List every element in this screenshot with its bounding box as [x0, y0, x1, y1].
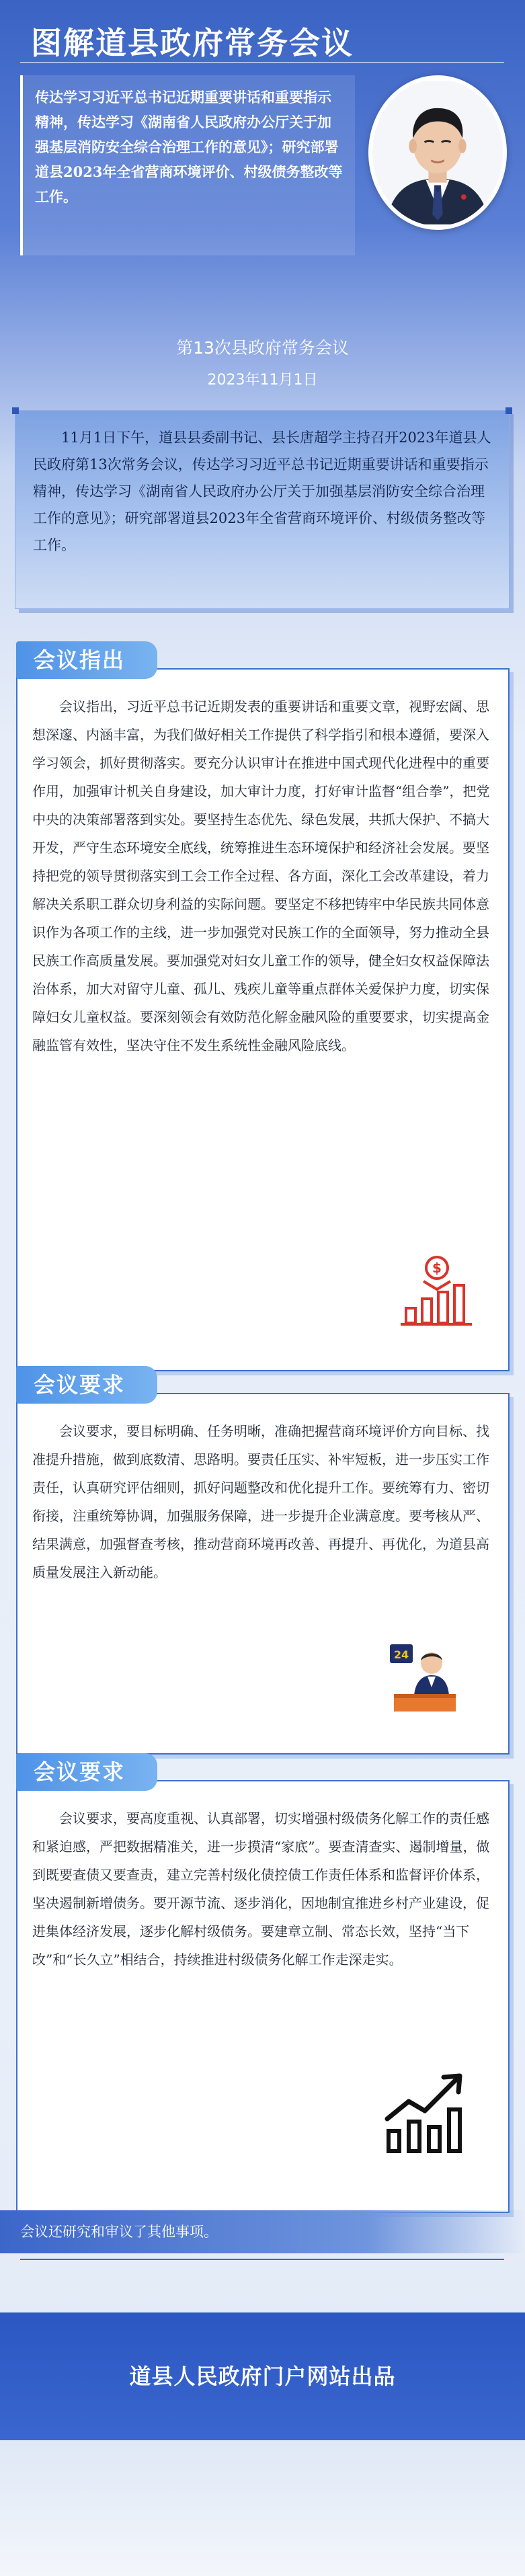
section-text: 会议要求，要目标明确、任务明晰，准确把握营商环境评价方向目标、找准提升措施，做到底数清、思路明。要责任压实、补牢短板，进一步压实工作责任，认真研究评估细则，抓好问题整改和优化提升工作。要统筹有力、密切衔接，注重统筹协调，加强服务保障，进一步提升企业满意度。要考核从严、结果满意，加强督查考核，推动营商环境再改善、再提升、再优化，为道县高质量发展注入新动能。: [32, 1423, 489, 1580]
title-divider: [20, 62, 504, 63]
section-text: 会议要求，要高度重视、认真部署，切实增强村级债务化解工作的责任感和紧迫感，严把数据精准关，进一步摸清“家底”。要查清查实、遏制增量，做到既要查债又要查责，建立完善村级化债控债工作责任体系和监督评价体系，坚决遏制新增债务。要开源节流、逐步消化，因地制宜推进乡村产业建设，促进集体经济发展，逐步化解村级债务。要建章立制、常态长效，坚持“当下改”和“长久立”相结合，持续推进村级债务化解工作走深走实。: [32, 1810, 490, 1968]
intro-box: [15, 410, 510, 609]
section-tag: 会议指出: [16, 641, 157, 679]
corner-marker: [506, 407, 512, 414]
finance-growth-icon: [397, 1254, 477, 1328]
header: [0, 0, 525, 430]
intro-text: 11月1日下午，道县县委副书记、县长唐超学主持召开2023年道县人民政府第13次常务会议，传达学习习近平总书记近期重要讲话和重要指示精神，传达学习《湖南省人民政府办公厅关于加强基层消防安全综合治理工作的意见》；研究部署道县2023年全省营商环境评价、村级债务整改等工作。: [33, 430, 491, 553]
trend-chart-icon: [382, 2068, 473, 2155]
svg-text:24: 24: [393, 1648, 409, 1661]
summary-text: 传达学习习近平总书记近期重要讲话和重要指示精神，传达学习《湖南省人民政府办公厅关于加强基层消防安全综合治理工作的意见》；研究部署道县2023年全省营商环境评价、村级债务整改等工作。: [35, 89, 343, 205]
svg-text:$: $: [432, 1260, 442, 1276]
summary-box: [20, 75, 355, 255]
closing-note: 会议还研究和审议了其他事项。: [0, 2210, 525, 2253]
corner-marker: [12, 407, 19, 414]
service-desk-icon: [387, 1640, 461, 1714]
portrait-illustration: [372, 79, 503, 226]
official-portrait-icon: [368, 75, 507, 230]
closing-divider: [20, 2259, 504, 2260]
meeting-date: 2023年11月1日: [207, 372, 318, 389]
footer-shade: [0, 2440, 525, 2576]
footer-credit: 道县人民政府门户网站出品: [0, 2312, 525, 2440]
section-text: 会议指出，习近平总书记近期发表的重要讲话和重要文章，视野宏阔、思想深邃、内涵丰富，为我们做好相关工作提供了科学指引和根本遵循，要深入学习领会，抓好贯彻落实。要充分认识审计在推进中国式现代化进程中的重要作用，加强审计机关自身建设，加大审计力度，打好审计监督“组合拳”，把党中央的决策部署落到实处。要坚持生态优先、绿色发展，共抓大保护、不搞大开发，严守生态环境安全底线，统筹推进生态环境保护和经济社会发展。要坚持把党的领导贯彻落实到工会工作全过程、各方面，深化工会改革建设，着力解决关系职工群众切身利益的实际问题。要坚定不移把铸牢中华民族共同体意识作为各项工作的主线，进一步加强党对民族工作的全面领导，努力推动全县民族工作高质量发展。要加强党对妇女儿童工作的领导，健全妇女权益保障法治体系，加大对留守儿童、孤儿、残疾儿童等重点群体关爱保护力度，切实保障妇女儿童权益。要深刻领会有效防范化解金融风险的重要要求，切实提高金融监管有效性，坚决守住不发生系统性金融风险底线。: [32, 698, 490, 1053]
page-title: 图解道县政府常务会议: [31, 25, 354, 61]
section-tag: 会议要求: [16, 1753, 157, 1791]
meeting-name: 第13次县政府常务会议: [176, 338, 349, 358]
section-tag: 会议要求: [16, 1366, 157, 1404]
